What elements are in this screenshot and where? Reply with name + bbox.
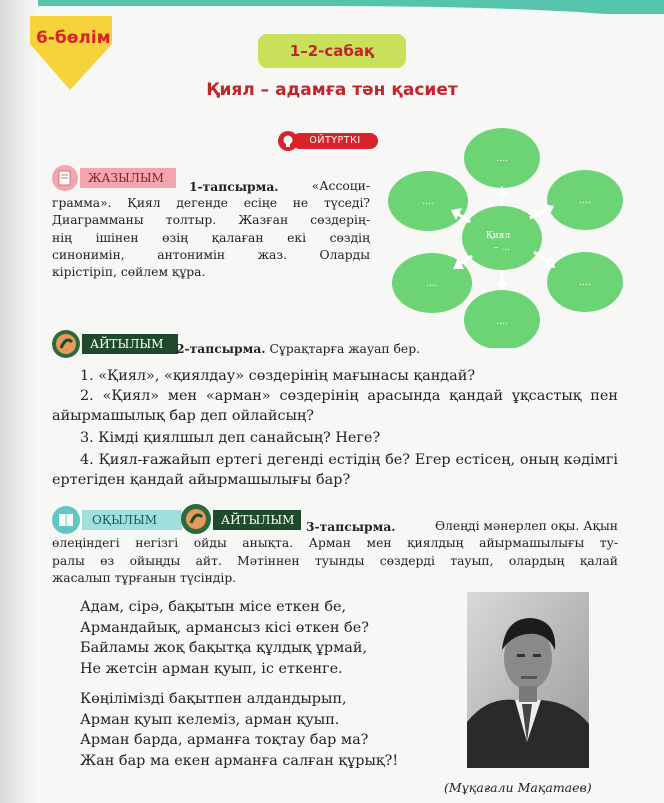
task2-instruction: Сұрақтарға жауап бер.	[269, 342, 420, 356]
section-tab	[8, 16, 118, 90]
lesson-title: Қиял – адамға тән қасиет	[206, 80, 458, 100]
oyturtki-label: ОЙТҮРТКІ	[292, 133, 378, 149]
poem-stanza-1	[80, 597, 460, 679]
diagram-petal-text: ....	[579, 278, 591, 288]
question-1: 1. «Қиял», «қиялдау» сөздерінің мағынасы қандай?	[80, 368, 476, 384]
task1-line-1: «Ассоци-	[311, 179, 370, 193]
lesson-number: 1–2-сабақ	[258, 34, 406, 68]
diagram-petal-text: ....	[426, 279, 438, 289]
poem-line: Адам, сірә, бақытын місе еткен бе,	[80, 599, 347, 615]
tag-okylym: ОҚЫЛЫМ	[82, 510, 182, 530]
task2-heading	[176, 341, 420, 356]
diagram-center-label: Қиял	[485, 231, 511, 241]
diagram-center-dash: – ...	[494, 243, 510, 253]
question-2: 2. «Қиял» мен «арман» сөздерінің арасында қандай ұқсастық пен айырмашылық бар деп ойлайсың?	[52, 388, 618, 424]
task1-line-3: Диаграмманы толтыр. Жазған сөздерің-	[52, 213, 370, 228]
poem-line: Арман барда, арманға тоқтау бар ма?	[80, 732, 369, 748]
task1-text	[52, 178, 370, 281]
page-fold-shadow	[0, 0, 38, 803]
question-3: 3. Кімді қиялшыл деп санайсың? Неге?	[80, 430, 381, 446]
task1-line-5: синонимін, антонимін жаз. Оларды	[52, 247, 370, 262]
tag-zhazylym: ЖАЗЫЛЫМ	[80, 168, 176, 188]
poem-stanza-2	[80, 689, 460, 771]
task1-line-4: нің ішінен өзің қалаған екі сөздің	[52, 230, 370, 245]
poem-line: Жан бар ма екен арманға салған құрық?!	[80, 752, 399, 769]
association-diagram	[380, 128, 630, 348]
task3-line-3: ралы өз ойыңды айт. Мәтіннен туынды сөздерді тауып, олардың қалай	[52, 553, 618, 568]
task3-title: 3-тапсырма.	[306, 519, 396, 534]
task3-line-2: өлеңіндегі негізгі ойды анықта. Арман мен қиялдың айырмашылығы ту-	[52, 536, 618, 551]
poem-line: Армандайық, армансыз кісі өткен бе?	[80, 619, 369, 636]
poem-author: (Мұқағали Мақатаев)	[444, 780, 592, 795]
poem-line: Байламы жоқ бақытқа құлдық ұрмай,	[80, 640, 368, 656]
poem-line: Арман қуып келеміз, арман қуып.	[80, 711, 340, 728]
task2-title: 2-тапсырма.	[176, 341, 266, 356]
task3-text	[52, 518, 618, 587]
lightbulb-icon	[278, 131, 298, 151]
poem-line: Не жетсін арман қуып, іс еткенге.	[80, 660, 343, 677]
author-portrait	[467, 592, 589, 768]
diagram-petal-text: ....	[422, 197, 434, 207]
tag-aitylym-2: АЙТЫЛЫМ	[213, 510, 301, 530]
task1-line-2: грамма». Қиял дегенде есіңе не түседі?	[52, 196, 370, 211]
task1-title: 1-тапсырма.	[189, 179, 279, 194]
section-tab-label: 6-бөлім	[36, 28, 111, 48]
task3-line-1: Өлеңді мәнерлеп оқы. Ақын	[434, 519, 618, 533]
question-4: 4. Қиял-ғажайып ертегі дегенді естідің бе? Егер естісең, оның кәдімгі ертегіден қандай айырмашылығы бар?	[52, 452, 618, 488]
tag-aitylym: АЙТЫЛЫМ	[82, 334, 178, 354]
task1-line-6: кірістіріп, сөйлем құра.	[52, 265, 206, 280]
diagram-petal-text: ....	[579, 196, 591, 206]
diagram-petal-text: ....	[496, 154, 508, 164]
speaking-icon	[52, 330, 80, 358]
poem-line: Көңілімізді бақытпен алдандырып,	[80, 691, 347, 707]
task3-line-4: жасалып тұрғанын түсіндір.	[52, 570, 237, 585]
diagram-petal-text: ....	[496, 317, 508, 327]
